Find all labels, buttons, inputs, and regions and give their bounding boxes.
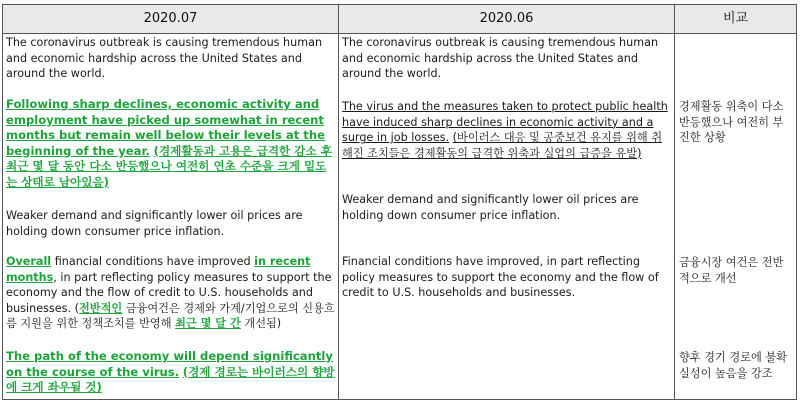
comparison-note-financial: 금융시장 여건은 전반적으로 개선 xyxy=(679,256,784,285)
column-divider-2 xyxy=(674,5,675,399)
col1-path-english: The path of the economy will depend significantly on the course of the virus. xyxy=(6,349,333,379)
col2-para-financial: Financial conditions have improved, in part reflecting policy measures to support the economy and the flow of credit to U.S. households and businesses. xyxy=(342,255,659,300)
header-2020-06: 2020.06 xyxy=(479,11,534,26)
comparison-note-activity: 경제활동 위축이 다소 반등했으나 여전히 부진한 상황 xyxy=(679,100,784,145)
comparison-table xyxy=(2,4,797,400)
header-comparison: 비교 xyxy=(722,11,749,26)
column-divider-1 xyxy=(338,5,339,399)
col1-path-korean: (경제 경로는 바이러스의 향방에 크게 좌우될 것) xyxy=(6,364,335,395)
comparison-note-outlook: 향후 경기 경로에 불확실성이 높음을 강조 xyxy=(679,351,787,380)
col1-fin-recent-months: in recent months xyxy=(6,255,311,284)
col1-fin-overall-ko: 전반적인 xyxy=(78,301,123,315)
col1-activity-korean: (경제활동과 고용은 급격한 감소 후 최근 몇 달 동안 다소 반등했으나 여전히 연초 수준을 크게 밑도는 상태로 남아있음) xyxy=(6,143,332,189)
col2-para-outbreak: The coronavirus outbreak is causing tremendous human and economic hardship across the United States and around the world. xyxy=(342,36,659,81)
col2-para-demand: Weaker demand and significantly lower oil prices are holding down consumer price inflation. xyxy=(342,193,639,222)
col1-fin-overall: Overall xyxy=(6,255,52,268)
col1-para-activity xyxy=(6,97,336,191)
col1-fin-recent-months-ko: 최근 몇 달 간 xyxy=(175,317,241,331)
col1-para-path xyxy=(6,349,336,396)
col1-activity-english: Following sharp declines, economic activity and employment have picked up somewhat in recent months but remain well below their levels at the beginning of the year. xyxy=(6,97,325,158)
table-header-row xyxy=(3,5,796,34)
col1-para-demand: Weaker demand and significantly lower oil prices are holding down consumer price inflation. xyxy=(6,209,303,238)
col2-virus-korean: (바이러스 대응 및 공중보건 유지를 위해 취해진 조치들은 경제활동의 급격한 위축과 실업의 급증을 유발) xyxy=(342,131,663,160)
col2-para-virus xyxy=(342,99,670,161)
col2-virus-english: The virus and the measures taken to protect public health have induced sharp declines in economic activity and a surge in job losses. xyxy=(342,100,668,145)
col1-para-financial: Overall financial conditions have improved in recent months, in part reflecting policy measures to support the economy and the flow of credit to U.S. households and businesses. (전반적인 금융여건은 경제와 가계/기업으로의 신용흐름 지원을 위한 정책조치를 반영해 최근 몇 달 간 개선됨) xyxy=(6,255,335,331)
col1-para-outbreak: The coronavirus outbreak is causing tremendous human and economic hardship across the United States and around the world. xyxy=(6,36,323,81)
header-2020-07: 2020.07 xyxy=(143,11,198,26)
